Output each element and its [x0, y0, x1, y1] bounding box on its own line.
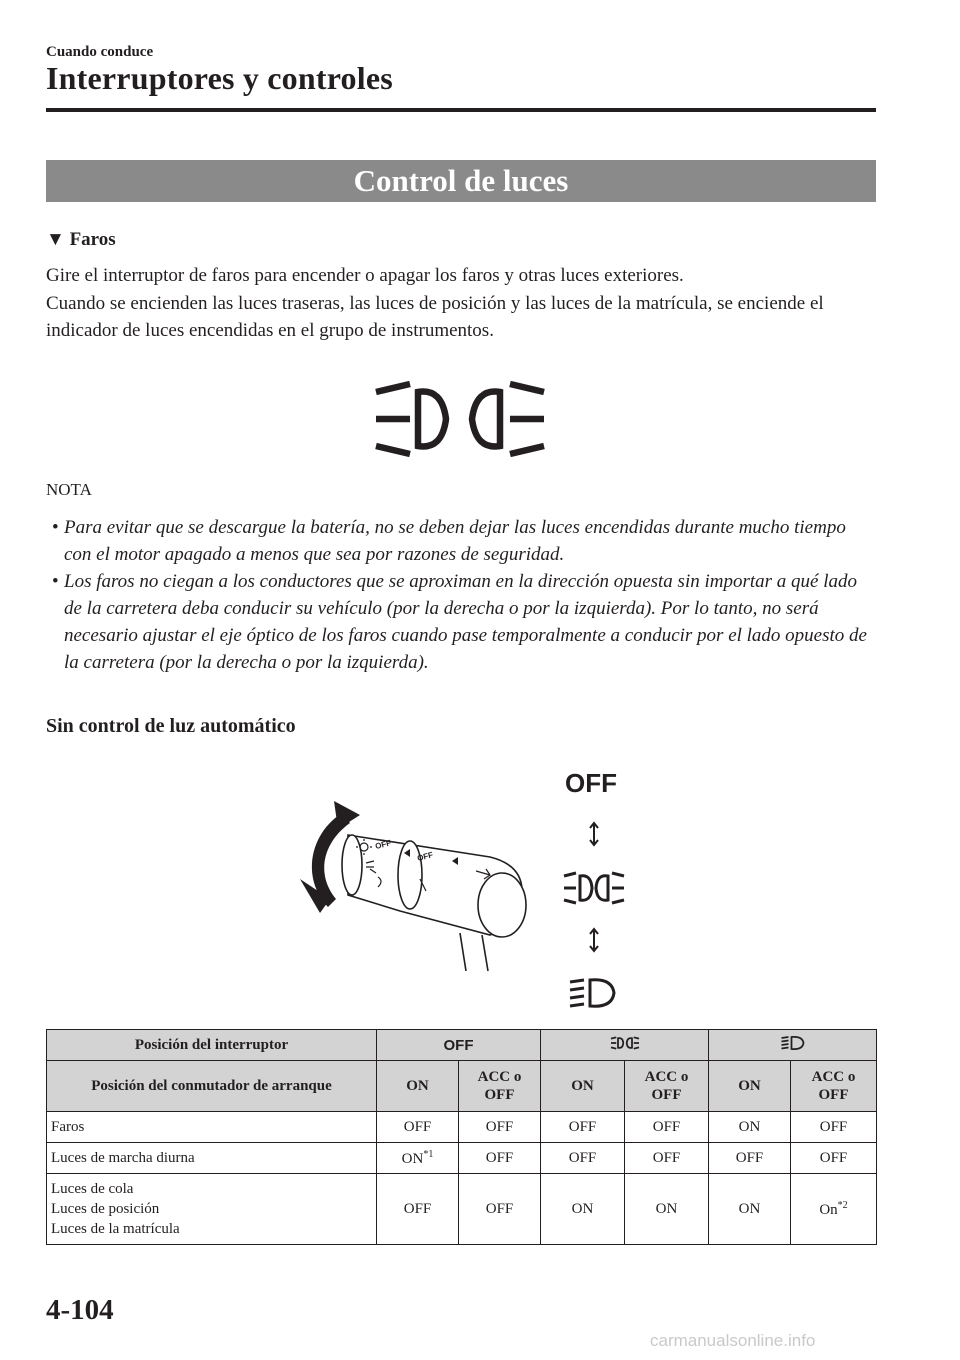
table-cell: OFF: [625, 1112, 709, 1143]
section-label: Cuando conduce: [46, 44, 154, 60]
footer-watermark: carmanualsonline.info: [650, 1331, 816, 1350]
headlight-lever-illustration: [290, 795, 540, 975]
ignition-cell: ACC o OFF: [791, 1061, 877, 1112]
row-label-line: Luces de posición: [51, 1201, 160, 1217]
triangle-marker-icon: ▼: [46, 229, 65, 250]
ignition-cell: ON: [541, 1061, 625, 1112]
bullet: •: [52, 571, 59, 592]
lever-off-label-2: OFF: [416, 850, 435, 863]
cell-value: ON: [401, 1150, 424, 1167]
nota-label: NOTA: [46, 480, 92, 499]
row-label: Luces de marcha diurna: [47, 1143, 377, 1174]
table-cell: [791, 1174, 877, 1245]
headlight-indicator-icon: [370, 378, 550, 460]
table-cell: ON: [541, 1174, 625, 1245]
table-row: [47, 1112, 877, 1143]
faros-paragraph: [46, 262, 876, 345]
table-header-row: [47, 1030, 877, 1061]
nota-item-text: Los faros no ciegan a los conductores que se aproximan en la dirección opuesta sin importar a qué lado de la carretera deba conducir su vehículo (por la derecha o por la izquierda). Por lo tanto, no será necesario ajustar el eje óptico de los faros cuando pase temporalmente a conducir por el lado opuesto de la carretera (por la derecha o por la izquierda).: [64, 571, 867, 673]
table-cell: OFF: [791, 1143, 877, 1174]
table-cell: OFF: [377, 1112, 459, 1143]
table-header-row: [47, 1061, 877, 1112]
table-cell: OFF: [459, 1174, 541, 1245]
ignition-cell: ON: [709, 1061, 791, 1112]
header-switch-headlights: [709, 1030, 877, 1061]
table-cell: ON: [709, 1112, 791, 1143]
cell-value: On: [819, 1201, 838, 1218]
table-cell: [377, 1143, 459, 1174]
table-cell: OFF: [709, 1143, 791, 1174]
faros-paragraph-2: Cuando se encienden las luces traseras, las luces de posición y las luces de la matrícula, se enciende el indicador de luces encendidas en el grupo de instrumentos.: [46, 292, 824, 341]
header-rule: [46, 108, 876, 112]
footnote-mark: *2: [837, 1199, 848, 1211]
table-row: [47, 1174, 877, 1245]
table-cell: OFF: [541, 1143, 625, 1174]
header-ignition-position: Posición del conmutador de arranque: [47, 1061, 377, 1112]
page-number: 4-104: [46, 1294, 114, 1326]
sin-control-heading: Sin control de luz automático: [46, 715, 296, 737]
ignition-cell: ACC o OFF: [625, 1061, 709, 1112]
parking-lights-icon: [564, 873, 624, 903]
ignition-cell: ACC o OFF: [459, 1061, 541, 1112]
header-switch-off: OFF: [377, 1030, 541, 1061]
bullet: •: [52, 517, 59, 538]
switch-positions-diagram: [560, 820, 630, 1010]
ignition-cell: ON: [377, 1061, 459, 1112]
diagram-off-label: OFF: [565, 768, 617, 798]
row-label: [47, 1174, 377, 1245]
nota-list: [46, 514, 876, 676]
table-cell: OFF: [791, 1112, 877, 1143]
headlight-low-beam-icon: [570, 980, 614, 1006]
table-cell: ON: [625, 1174, 709, 1245]
nota-item: [46, 514, 876, 568]
header-switch-position: Posición del interruptor: [47, 1030, 377, 1061]
row-label-line: Luces de la matrícula: [51, 1221, 180, 1237]
headlight-low-beam-icon: [780, 1036, 806, 1050]
chapter-title: Interruptores y controles: [46, 60, 393, 96]
table-cell: OFF: [459, 1143, 541, 1174]
header-switch-parking: [541, 1030, 709, 1061]
table-cell: ON: [709, 1174, 791, 1245]
parking-lights-icon: [610, 1036, 640, 1050]
light-status-table: [46, 1029, 877, 1245]
nota-item-text: Para evitar que se descargue la batería, no se deben dejar las luces encendidas durante mucho tiempo con el motor apagado a menos que sea por razones de seguridad.: [64, 517, 846, 565]
table-cell: OFF: [541, 1112, 625, 1143]
row-label: Faros: [47, 1112, 377, 1143]
faros-paragraph-1: Gire el interruptor de faros para encender o apagar los faros y otras luces exteriores.: [46, 265, 684, 286]
lever-off-label-1: OFF: [374, 838, 393, 851]
footnote-mark: *1: [423, 1148, 434, 1160]
table-cell: OFF: [377, 1174, 459, 1245]
nota-item: [46, 568, 876, 676]
faros-heading-text: Faros: [69, 229, 116, 250]
row-label-line: Luces de cola: [51, 1181, 134, 1197]
table-row: [47, 1143, 877, 1174]
table-cell: OFF: [459, 1112, 541, 1143]
section-banner: Control de luces: [46, 160, 876, 202]
faros-heading: [46, 229, 116, 251]
table-cell: OFF: [625, 1143, 709, 1174]
